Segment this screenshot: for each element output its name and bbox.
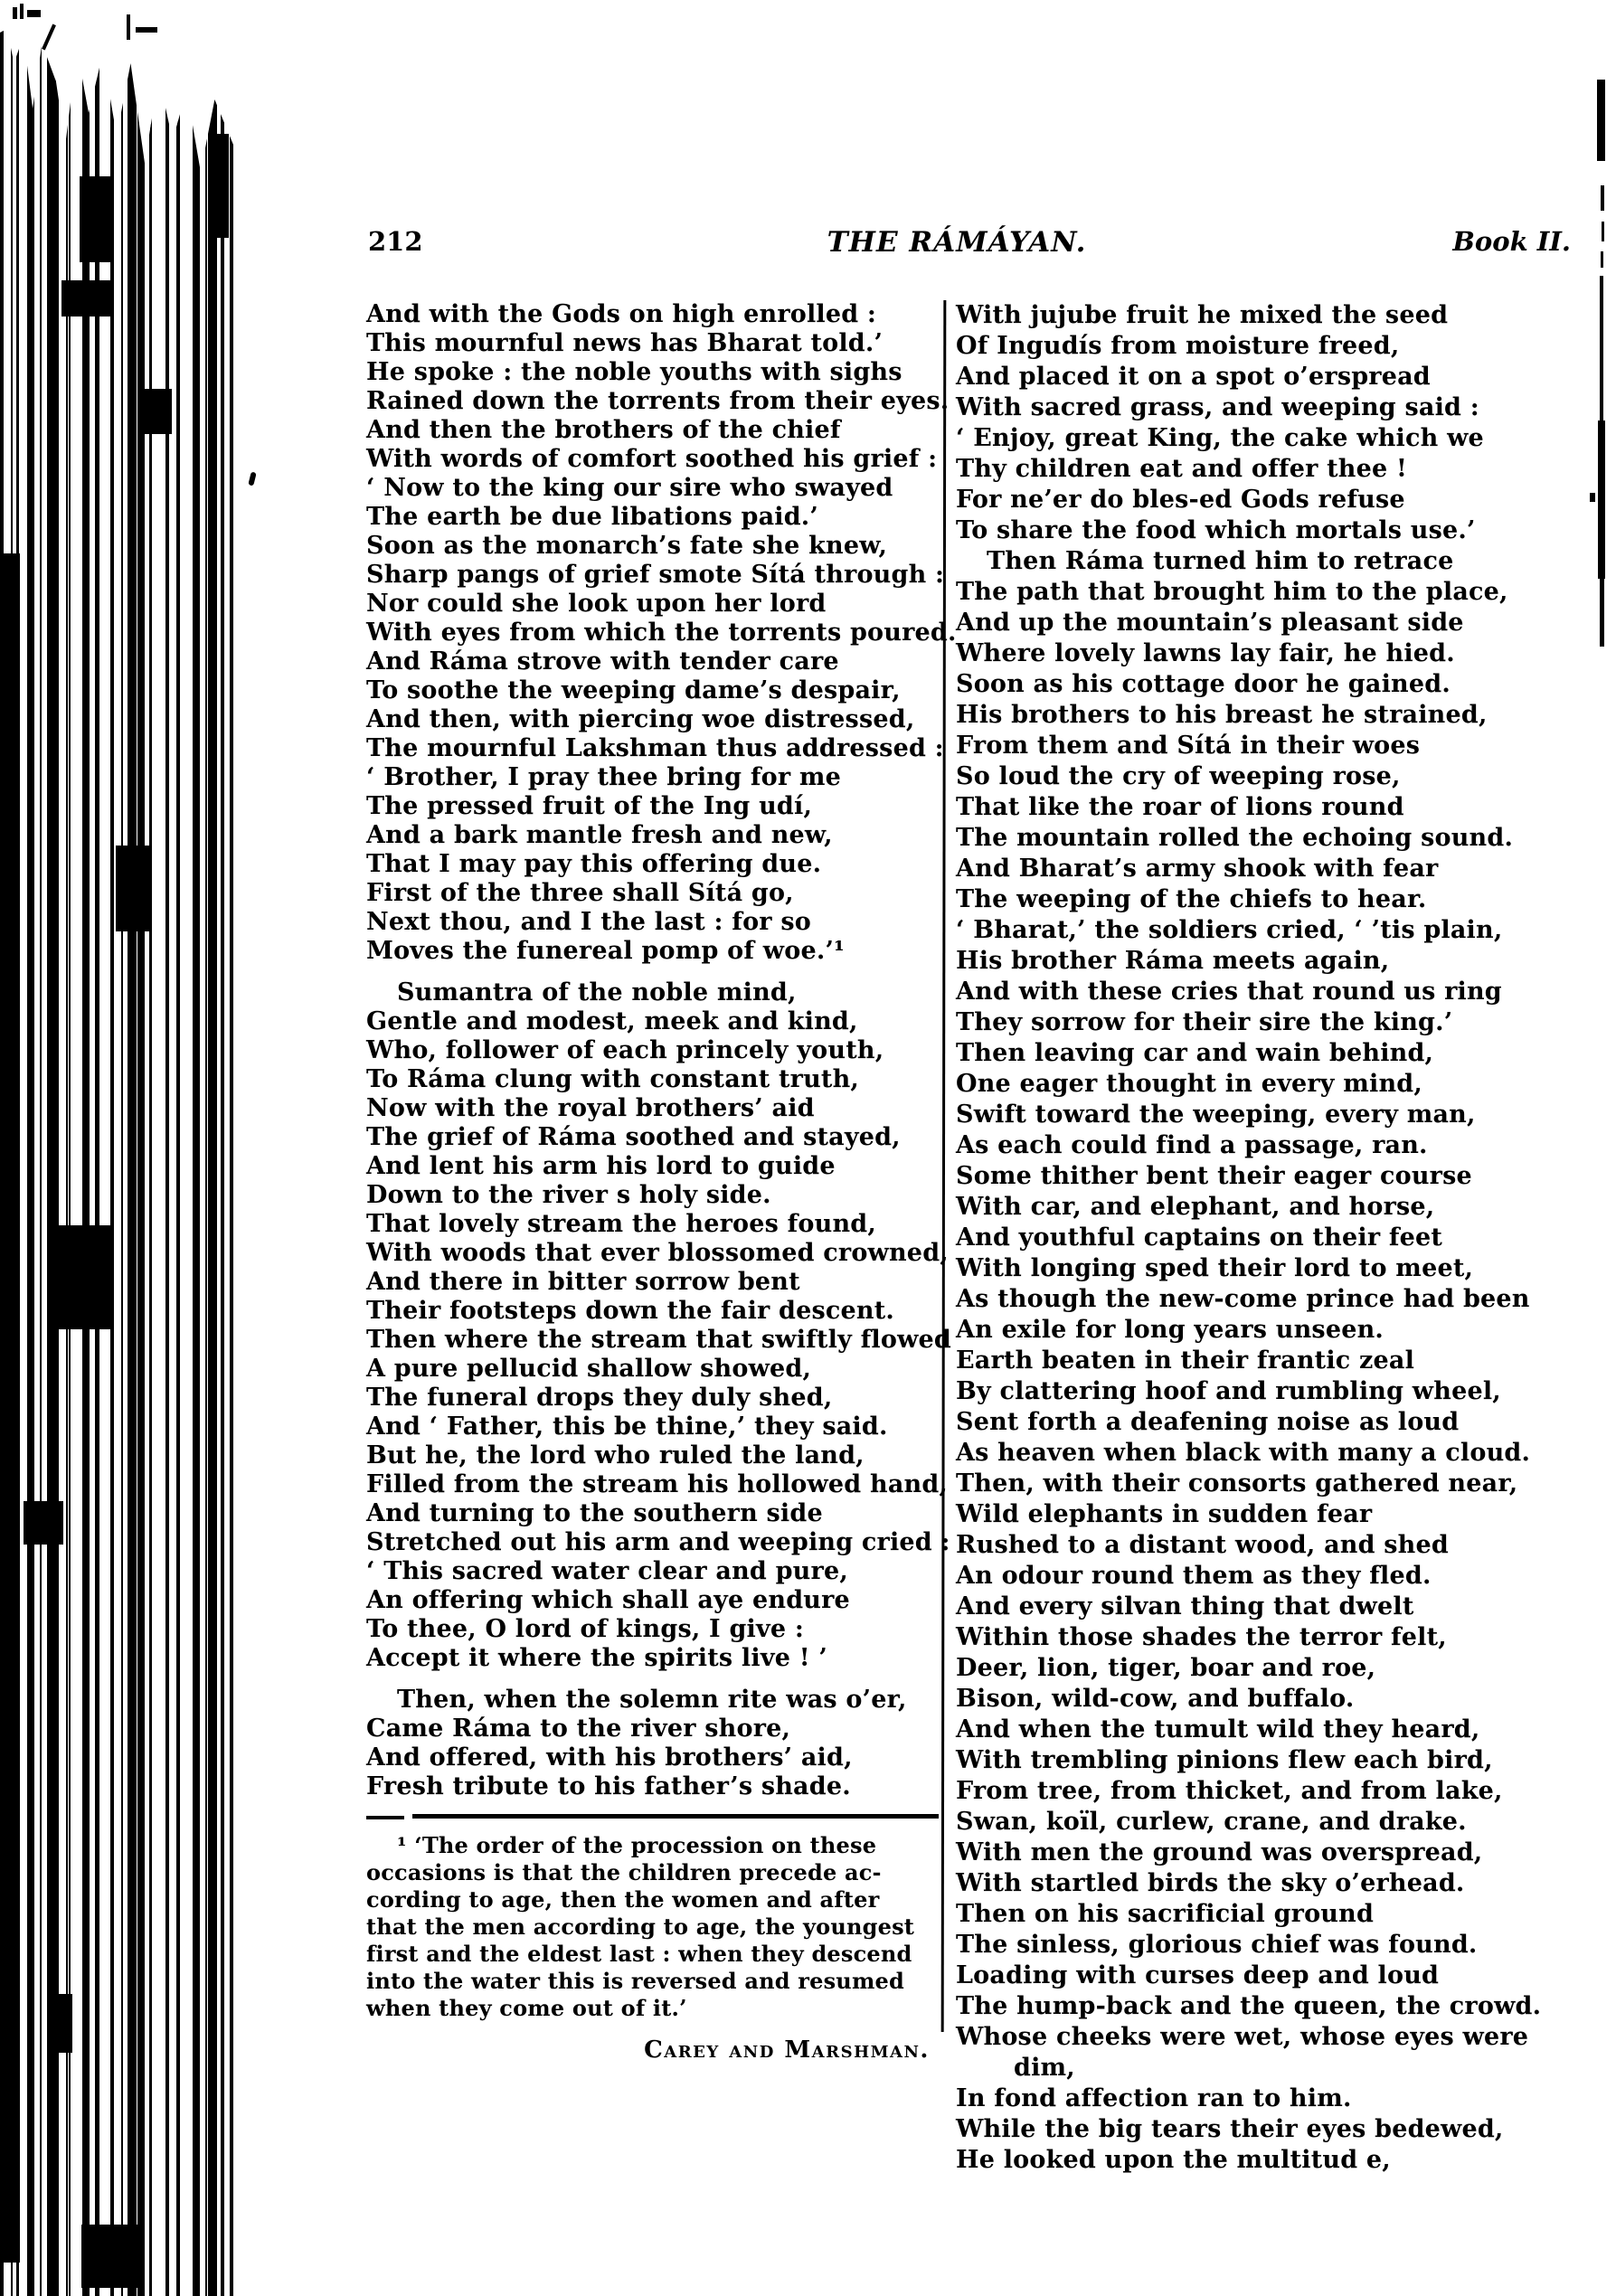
verse-line: Loading with curses deep and loud	[956, 1961, 1440, 1989]
verse-line: And then, with piercing woe distressed,	[366, 705, 915, 733]
verse-line: One eager thought in every mind,	[956, 1070, 1422, 1098]
scan-artifact	[248, 471, 256, 486]
scan-artifact	[1601, 185, 1604, 211]
verse-line: The mountain rolled the echoing sound.	[956, 824, 1514, 852]
verse-line: And offered, with his brothers’ aid,	[366, 1743, 853, 1772]
verse-line: And every silvan thing that dwelt	[956, 1592, 1414, 1620]
verse-line: Swan, koïl, curlew, crane, and drake.	[956, 1808, 1467, 1836]
verse-line: Soon as the monarch’s fate she knew,	[366, 532, 888, 560]
verse-line: Swift toward the weeping, every man,	[956, 1101, 1476, 1129]
scan-artifact	[47, 1994, 72, 2053]
verse-line: The hump-back and the queen, the crowd.	[956, 1992, 1542, 2020]
verse-line: ¹ ‘The order of the procession on these	[397, 1832, 877, 1858]
verse-line: Gentle and modest, meek and kind,	[366, 1007, 858, 1035]
verse-line: Accept it where the spirits live ! ’	[366, 1644, 827, 1672]
scan-artifact	[13, 7, 17, 19]
verse-line: And Bharat’s army shook with fear	[956, 855, 1439, 883]
verse-line: With woods that ever blossomed crowned,	[366, 1239, 949, 1267]
verse-line: Sumantra of the noble mind,	[397, 978, 797, 1006]
verse-line: As heaven when black with many a cloud.	[956, 1439, 1531, 1467]
verse-line: So loud the cry of weeping rose,	[956, 762, 1401, 790]
verse-line: To thee, O lord of kings, I give :	[366, 1615, 805, 1643]
verse-line: And with the Gods on high enrolled :	[366, 300, 877, 328]
footnote-rule	[412, 1814, 939, 1819]
verse-line: Their footsteps down the fair descent.	[366, 1297, 895, 1325]
verse-line: And lent his arm his lord to guide	[366, 1152, 836, 1180]
verse-line: From them and Sítá in their woes	[956, 732, 1421, 760]
verse-line: The earth be due libations paid.’	[366, 503, 819, 531]
verse-line: And there in bitter sorrow bent	[366, 1268, 800, 1296]
verse-line: The grief of Ráma soothed and stayed,	[366, 1123, 901, 1151]
verse-line: Then Ráma turned him to retrace	[987, 547, 1454, 575]
footnote-rule	[366, 1816, 404, 1819]
scan-artifact	[1598, 420, 1605, 579]
scan-artifact	[42, 24, 56, 50]
verse-line: And when the tumult wild they heard,	[956, 1715, 1480, 1743]
verse-line: The pressed fruit of the Ing udí,	[366, 792, 813, 820]
footnote	[366, 1832, 950, 2064]
verse-line: Then where the stream that swiftly flowed	[366, 1326, 951, 1354]
verse-line: An offering which shall aye endure	[366, 1586, 850, 1614]
verse-line: And then the brothers of the chief	[366, 416, 841, 444]
verse-line: In fond affection ran to him.	[956, 2084, 1352, 2112]
verse-line: Where lovely lawns lay fair, he hied.	[956, 639, 1455, 667]
verse-line: With trembling pinions flew each bird,	[956, 1746, 1493, 1774]
verse-line: Next thou, and I the last : for so	[366, 908, 811, 936]
verse-line: ‘ This sacred water clear and pure,	[366, 1557, 848, 1585]
verse-line: An exile for long years unseen.	[956, 1316, 1384, 1344]
verse-line: Soon as his cottage door he gained.	[956, 670, 1451, 698]
verse-line: Whose cheeks were wet, whose eyes were	[956, 2023, 1529, 2051]
verse-line: With eyes from which the torrents poured.	[366, 619, 957, 647]
verse-line: To share the food which mortals use.’	[956, 516, 1476, 544]
scan-artifact	[1597, 80, 1605, 161]
verse-line: Moves the funereal pomp of woe.’¹	[366, 937, 846, 965]
verse-line: With jujube fruit he mixed the seed	[956, 301, 1449, 329]
verse-line: For ne’er do bles-ed Gods refuse	[956, 486, 1405, 514]
verse-line: Sent forth a deafening noise as loud	[956, 1408, 1460, 1436]
verse-line: They sorrow for their sire the king.’	[956, 1008, 1453, 1036]
verse-line: But he, the lord who ruled the land,	[366, 1441, 865, 1469]
verse-line: First of the three shall Sítá go,	[366, 879, 794, 907]
page-title: THE RÁMÁYAN.	[827, 226, 1087, 259]
verse-line: into the water this is reversed and resumed	[366, 1968, 904, 1994]
verse-line: ‘ Enjoy, great King, the cake which we	[956, 424, 1484, 452]
verse-line: And with these cries that round us ring	[956, 978, 1502, 1006]
verse-line: Then, with their consorts gathered near,	[956, 1469, 1518, 1498]
verse-line: As though the new-come prince had been	[956, 1285, 1530, 1313]
verse-line: And a bark mantle fresh and new,	[366, 821, 833, 849]
scan-artifact	[1600, 579, 1604, 647]
verse-line: And up the mountain’s pleasant side	[956, 609, 1464, 637]
verse-line: The mournful Lakshman thus addressed :	[366, 734, 944, 762]
verse-line: Now with the royal brothers’ aid	[366, 1094, 815, 1122]
scan-artifact	[80, 176, 114, 262]
verse-line: Then on his sacrificial ground	[956, 1900, 1375, 1928]
scan-artifact	[20, 4, 24, 19]
verse-line: first and the eldest last : when they descend	[366, 1941, 912, 1967]
verse-line: With longing sped their lord to meet,	[956, 1254, 1474, 1282]
verse-line: ‘ Brother, I pray thee bring for me	[366, 763, 842, 791]
scan-artifact	[127, 14, 130, 40]
verse-line: The funeral drops they duly shed,	[366, 1384, 833, 1412]
scan-artifact	[145, 389, 172, 434]
scan-artifact	[0, 553, 20, 2263]
verse-line: While the big tears their eyes bedewed,	[956, 2115, 1504, 2143]
verse-line: Down to the river s holy side.	[366, 1181, 771, 1209]
verse-line: To soothe the weeping dame’s despair,	[366, 676, 901, 704]
scan-artifact	[61, 280, 114, 317]
verse-line: He looked upon the multitud e,	[956, 2146, 1391, 2174]
verse-line: when they come out of it.’	[366, 1995, 687, 2021]
verse-line: And placed it on a spot o’erspread	[956, 363, 1431, 391]
verse-line: Then leaving car and wain behind,	[956, 1039, 1434, 1067]
verse-line: With sacred grass, and weeping said :	[956, 393, 1479, 421]
verse-line: And ‘ Father, this be thine,’ they said.	[366, 1413, 888, 1441]
verse-line: The path that brought him to the place,	[956, 578, 1508, 606]
scan-artifact	[1601, 251, 1603, 268]
verse-line: Who, follower of each princely youth,	[366, 1036, 884, 1064]
verse-line: His brothers to his breast he strained,	[956, 701, 1488, 729]
verse-line: Fresh tribute to his father’s shade.	[366, 1772, 851, 1800]
verse-line: That I may pay this offering due.	[366, 850, 822, 878]
scan-artifact	[211, 134, 229, 238]
scan-artifact	[1602, 222, 1604, 241]
verse-line: And turning to the southern side	[366, 1499, 823, 1527]
verse-line: That like the roar of lions round	[956, 793, 1404, 821]
verse-line: From tree, from thicket, and from lake,	[956, 1777, 1503, 1805]
verse-line: With men the ground was overspread,	[956, 1838, 1483, 1866]
verse-line: ‘ Now to the king our sire who swayed	[366, 474, 893, 502]
scan-binding-stripes	[0, 27, 233, 2296]
verse-line: The sinless, glorious chief was found.	[956, 1931, 1478, 1959]
verse-line: Bison, wild-cow, and buffalo.	[956, 1685, 1355, 1713]
verse-line: Filled from the stream his hollowed hand,	[366, 1470, 949, 1498]
book-label: Book II.	[1452, 226, 1571, 257]
verse-line: By clattering hoof and rumbling wheel,	[956, 1377, 1501, 1405]
verse-line: Sharp pangs of grief smote Sítá through :	[366, 561, 945, 589]
verse-line: dim,	[1014, 2054, 1075, 2082]
verse-line: His brother Ráma meets again,	[956, 947, 1390, 975]
verse-line: Wild elephants in sudden fear	[956, 1500, 1373, 1528]
verse-line: Rained down the torrents from their eyes.	[366, 387, 950, 415]
verse-line: Deer, lion, tiger, boar and roe,	[956, 1654, 1376, 1682]
verse-line: Earth beaten in their frantic zeal	[956, 1346, 1415, 1375]
verse-line: Within those shades the terror felt,	[956, 1623, 1447, 1651]
verse-line: As each could find a passage, ran.	[956, 1131, 1428, 1159]
verse-line: That lovely stream the heroes found,	[366, 1210, 876, 1238]
verse-column-left	[366, 300, 957, 1801]
scan-artifact	[24, 1501, 63, 1545]
verse-line: Of Ingudís from moisture freed,	[956, 332, 1400, 360]
verse-line: And youthful captains on their feet	[956, 1224, 1443, 1252]
verse-line: Stretched out his arm and weeping cried :	[366, 1528, 950, 1556]
footnote-lines	[366, 1832, 950, 2022]
page-number: 212	[368, 226, 423, 257]
verse-line: occasions is that the children precede ac-	[366, 1859, 882, 1885]
verse-line: Thy children eat and offer thee !	[956, 455, 1408, 483]
verse-line: An odour round them as they fled.	[956, 1562, 1432, 1590]
verse-line: cording to age, then the women and after	[366, 1886, 880, 1913]
footnote-signature: Carey and Marshman.	[644, 2036, 930, 2064]
verse-line: With words of comfort soothed his grief :	[366, 445, 938, 473]
verse-line: With startled birds the sky o’erhead.	[956, 1869, 1465, 1897]
verse-column-right	[956, 300, 1593, 2176]
verse-line: And Ráma strove with tender care	[366, 647, 839, 676]
scan-artifact	[27, 10, 41, 17]
verse-line: Some thither bent their eager course	[956, 1162, 1472, 1190]
scan-artifact	[54, 1225, 110, 1329]
verse-line: A pure pellucid shallow showed,	[366, 1355, 812, 1383]
scan-artifact	[136, 27, 157, 33]
verse-line: Came Ráma to the river shore,	[366, 1715, 791, 1743]
verse-line: With car, and elephant, and horse,	[956, 1193, 1435, 1221]
verse-line: He spoke : the noble youths with sighs	[366, 358, 903, 386]
verse-line: The weeping of the chiefs to hear.	[956, 885, 1427, 913]
verse-line: To Ráma clung with constant truth,	[366, 1065, 860, 1093]
scan-artifact	[116, 846, 150, 931]
scan-artifact	[81, 2225, 145, 2288]
verse-line: Then, when the solemn rite was o’er,	[397, 1686, 907, 1714]
verse-line: Nor could she look upon her lord	[366, 590, 827, 618]
verse-line: Rushed to a distant wood, and shed	[956, 1531, 1449, 1559]
verse-line: This mournful news has Bharat told.’	[366, 329, 884, 357]
scan-artifact	[1600, 276, 1603, 420]
verse-line: that the men according to age, the youngest	[366, 1913, 915, 1940]
verse-line: ‘ Bharat,’ the soldiers cried, ‘ ’tis plain,	[956, 916, 1503, 944]
